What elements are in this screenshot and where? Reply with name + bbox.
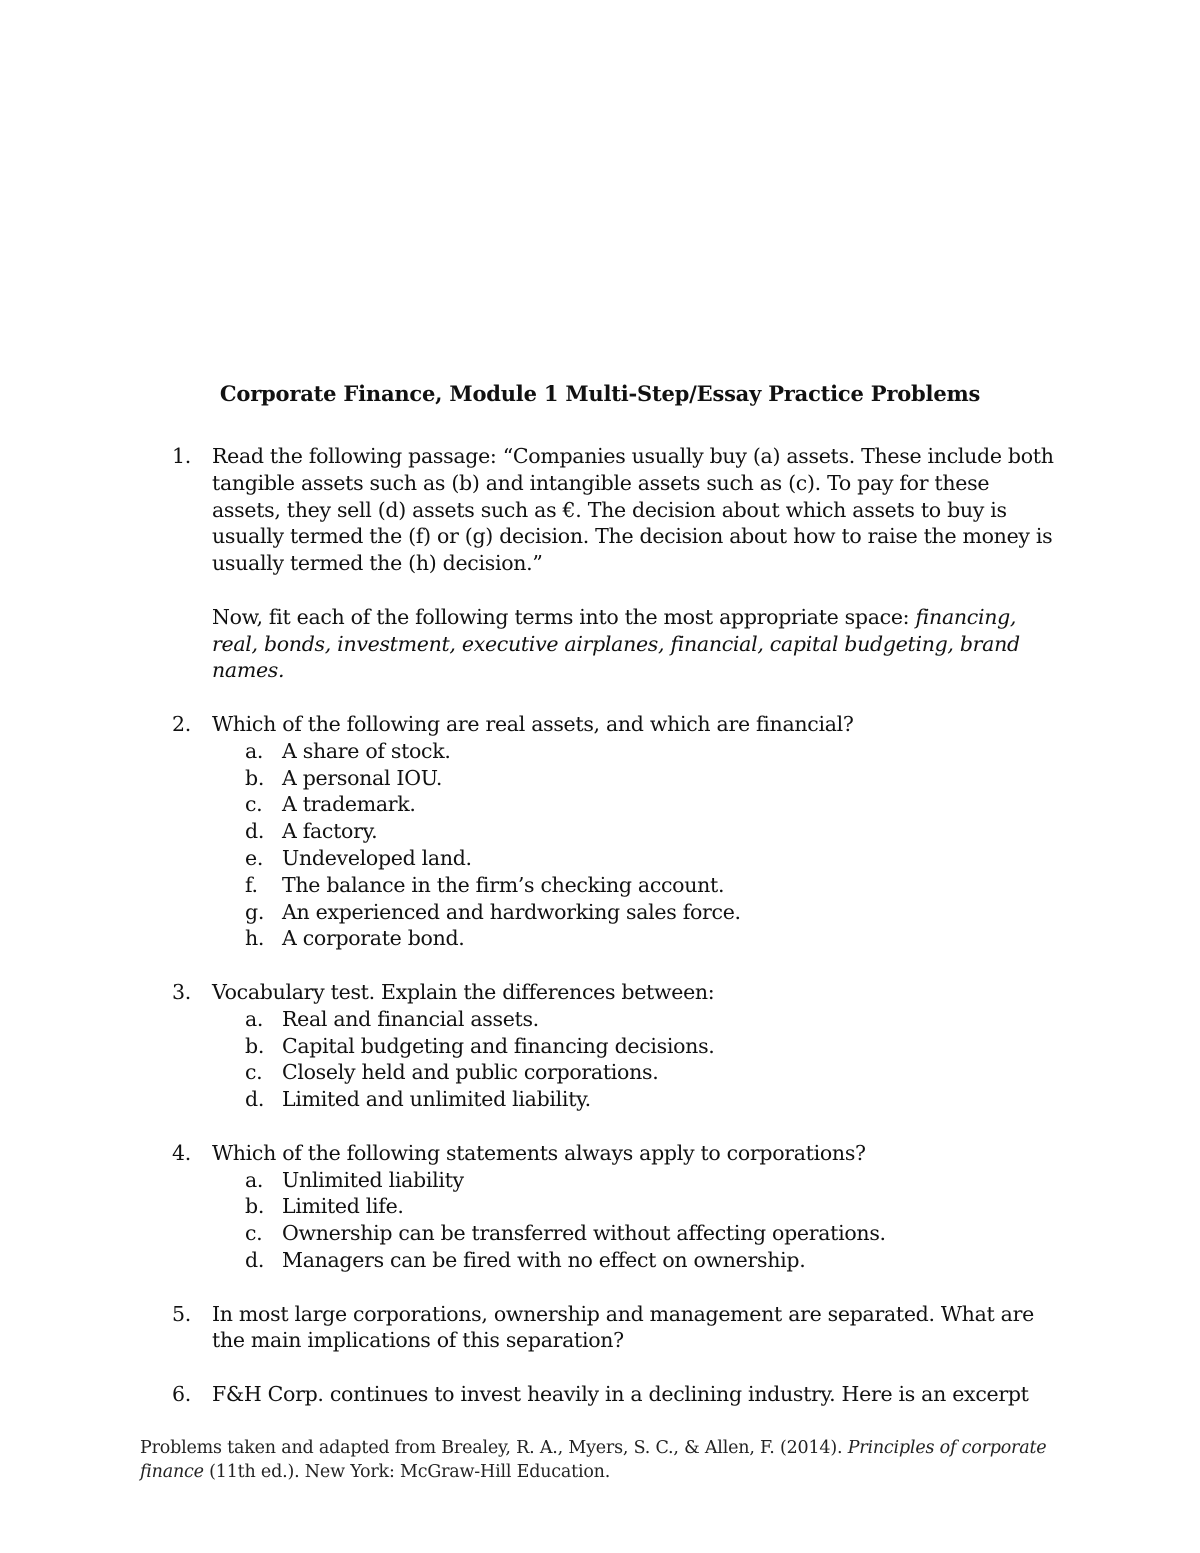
- list-item: [212, 1193, 1060, 1220]
- item-text: Closely held and public corporations.: [282, 1060, 659, 1085]
- item-letter: a.: [245, 1167, 264, 1192]
- problem-number: 6.: [172, 1381, 191, 1406]
- citation-book-title: Principles of corporate finance: [140, 1438, 1047, 1482]
- problem-number: 1.: [172, 444, 191, 468]
- list-item: [212, 925, 1060, 952]
- item-letter: f.: [245, 872, 258, 897]
- item-text: Ownership can be transferred without affecting operations.: [282, 1221, 886, 1246]
- list-item: [212, 1167, 1060, 1194]
- problem-4: [0, 1140, 1200, 1274]
- item-text: Real and financial assets.: [282, 1006, 539, 1031]
- list-item: [212, 1033, 1060, 1060]
- item-text: Unlimited liability: [282, 1167, 464, 1192]
- list-item: [212, 765, 1060, 792]
- problem-2: [0, 711, 1200, 952]
- list-item: [212, 738, 1060, 765]
- problem-number: 4.: [172, 1140, 191, 1165]
- item-text: An experienced and hardworking sales force.: [282, 899, 741, 924]
- item-text: Managers can be fired with no effect on ownership.: [282, 1247, 806, 1272]
- item-letter: d.: [245, 1247, 265, 1272]
- problem-text: In most large corporations, ownership and management are separated. What are the main implications of this separation?: [212, 1301, 1034, 1353]
- item-letter: c.: [245, 1060, 263, 1085]
- page-title: Corporate Finance, Module 1 Multi-Step/Essay Practice Problems: [219, 381, 981, 406]
- item-letter: d.: [245, 819, 265, 844]
- item-letter: g.: [245, 899, 265, 924]
- item-letter: c.: [245, 792, 263, 817]
- list-item: [212, 818, 1060, 845]
- item-text: A corporate bond.: [282, 926, 465, 951]
- item-letter: c.: [245, 1221, 263, 1246]
- problem-5: [0, 1301, 1200, 1355]
- problem-number: 2.: [172, 711, 191, 736]
- list-item: [212, 1006, 1060, 1033]
- followup-lead: Now, fit each of the following terms into the most appropriate space:: [212, 604, 916, 629]
- item-letter: b.: [245, 765, 265, 790]
- item-text: Capital budgeting and financing decisions.: [282, 1033, 715, 1058]
- list-item: [212, 872, 1060, 899]
- item-letter: b.: [245, 1033, 265, 1058]
- problem-3: [0, 979, 1200, 1113]
- citation-tail: (11th ed.). New York: McGraw-Hill Education.: [203, 1462, 611, 1482]
- item-letter: a.: [245, 1006, 264, 1031]
- list-item: [212, 899, 1060, 926]
- item-text: A trademark.: [282, 792, 416, 817]
- item-letter: a.: [245, 738, 264, 763]
- list-item: [212, 1247, 1060, 1274]
- citation-footer: [140, 1436, 1070, 1484]
- list-item: [212, 1220, 1060, 1247]
- problem-text: Which of the following statements always apply to corporations?: [212, 1140, 866, 1165]
- problem-number: 3.: [172, 979, 191, 1004]
- followup-terms: financing, real, bonds, investment, executive airplanes, financial, capital budgeting, brand names.: [212, 604, 1020, 683]
- problem-followup: [212, 604, 1060, 684]
- list-item: [212, 1086, 1060, 1113]
- item-letter: d.: [245, 1087, 265, 1112]
- problem-1: [0, 443, 1200, 684]
- item-text: A factory.: [282, 819, 378, 844]
- problem-text: Vocabulary test. Explain the differences between:: [212, 979, 715, 1004]
- item-text: Undeveloped land.: [282, 845, 472, 870]
- item-text: A personal IOU.: [282, 765, 443, 790]
- problem-6: [0, 1381, 1200, 1408]
- list-item: [212, 1059, 1060, 1086]
- problem-text: Which of the following are real assets, and which are financial?: [212, 711, 854, 736]
- item-text: Limited life.: [282, 1194, 404, 1219]
- item-text: The balance in the firm’s checking account.: [282, 872, 725, 897]
- item-text: A share of stock.: [282, 738, 451, 763]
- list-item: [212, 791, 1060, 818]
- problem-text: F&H Corp. continues to invest heavily in a declining industry. Here is an excerpt: [212, 1381, 1029, 1406]
- list-item: [212, 845, 1060, 872]
- citation-lead: Problems taken and adapted from Brealey, R. A., Myers, S. C., & Allen, F. (2014).: [140, 1438, 848, 1458]
- item-text: Limited and unlimited liability.: [282, 1087, 591, 1112]
- problem-list: [0, 443, 1200, 1434]
- problem-text: Read the following passage: “Companies usually buy (a) assets. These include both tangible assets such as (b) and intangible assets such as (c). To pay for these assets, they sell (d) assets such as €. The decision about which assets to buy is usually termed the (f) or (g) decision. The decision about how to raise the money is usually termed the (h) decision.”: [212, 444, 1054, 576]
- item-letter: b.: [245, 1194, 265, 1219]
- item-letter: e.: [245, 845, 264, 870]
- problem-number: 5.: [172, 1301, 191, 1326]
- item-letter: h.: [245, 926, 265, 951]
